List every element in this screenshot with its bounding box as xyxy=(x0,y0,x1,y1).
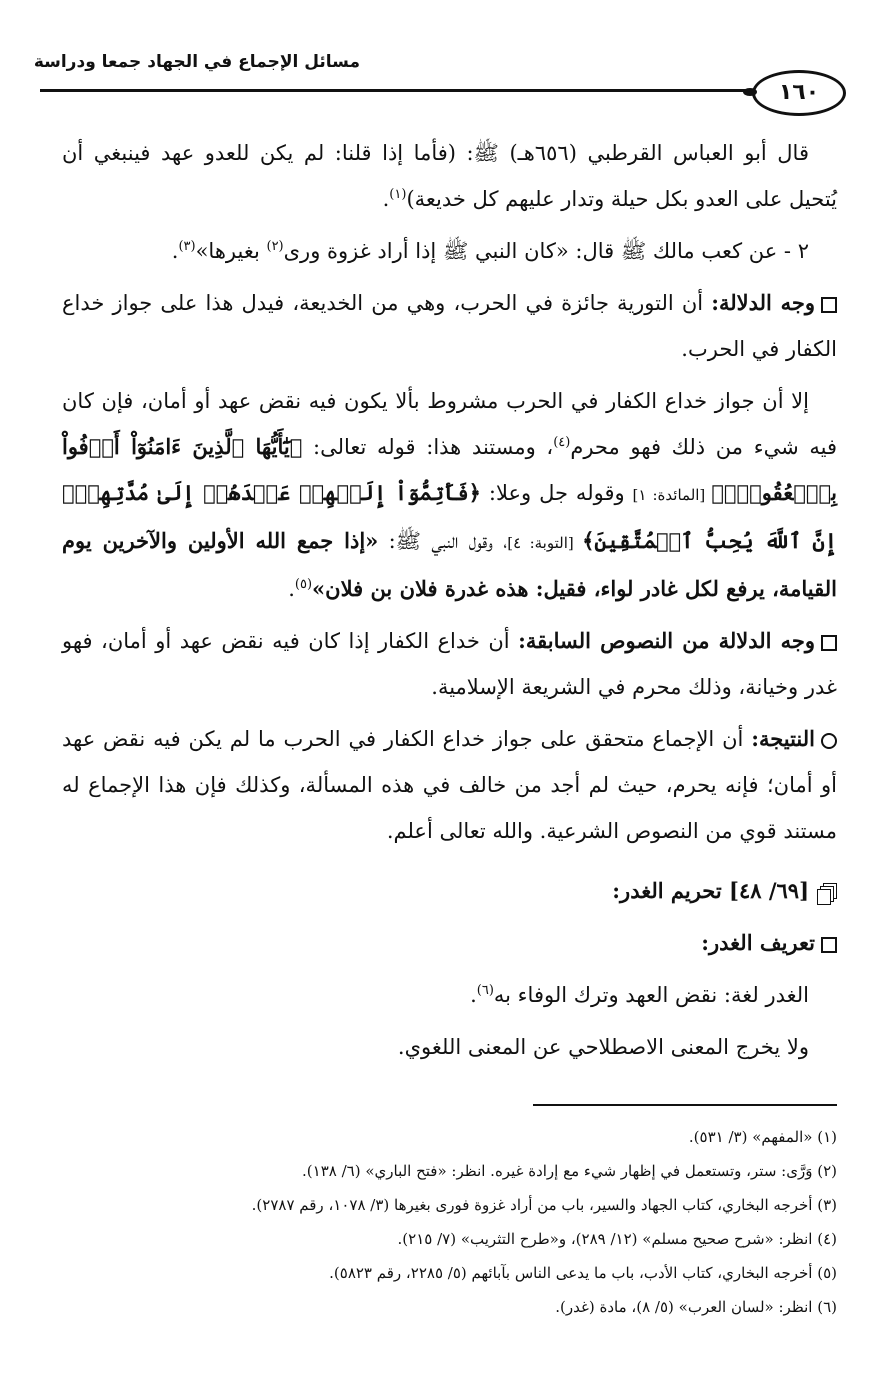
paragraph-text: أن خداع الكفار إذا كان فيه نقض عهد أو أمان، فهو غدر وخيانة، وذلك محرم في الشريعة الإسلامية. xyxy=(62,629,837,699)
paragraph-end: . xyxy=(382,187,390,211)
paragraph-definition-lexical xyxy=(62,972,837,1018)
paragraph-text: وقوله جل وعلا: xyxy=(480,481,633,505)
paragraph-text: الغدر لغة: نقض العهد وترك الوفاء به xyxy=(493,983,809,1007)
footnote-ref: (٢) xyxy=(266,239,284,254)
hadith-quote: «إذا جمع الله الأولين والآخرين يوم القيامة، يرفع لكل غادر لواء، فقيل: هذه غدرة فلان بن فلان» xyxy=(62,528,837,601)
verse-source: [التوبة: ٤] xyxy=(507,534,583,552)
footnote-5: (٥) أخرجه البخاري، كتاب الأدب، باب ما يدعى الناس بآبائهم (٥/ ٢٢٨٥، رقم ٥٨٢٣). xyxy=(329,1264,837,1282)
definition-heading-text: تعريف الغدر: xyxy=(701,930,815,955)
running-title: مسائل الإجماع في الجهاد جمعا ودراسة xyxy=(33,52,360,72)
footnote-4: (٤) انظر: «شرح صحيح مسلم» (١٢/ ٢٨٩)، و«طرح التثريب» (٧/ ٢١٥). xyxy=(397,1230,837,1248)
page-number-badge: ١٦٠ xyxy=(752,70,846,116)
footnote-ref: (٥) xyxy=(294,577,313,592)
paragraph-end: . xyxy=(288,577,295,601)
stacked-pages-icon xyxy=(819,883,837,903)
footnote-1: (١) «المفهم» (٣/ ٥٣١). xyxy=(688,1128,837,1146)
circle-bullet-icon xyxy=(821,733,837,749)
footnote-3: (٣) أخرجه البخاري، كتاب الجهاد والسير، باب من أراد غزوة فورى بغيرها (٣/ ١٠٧٨، رقم ٢٧٨٧). xyxy=(251,1196,837,1214)
paragraph-qurtubi-quote xyxy=(62,130,837,222)
paragraph-end: . xyxy=(171,239,179,263)
paragraph-text: قال أبو العباس القرطبي (٦٥٦هـ) ﷺ: (فأما إذا قلنا: لم يكن للعدو عهد فينبغي أن يُتحيل على العدو بكل حيلة وتدار عليهم كل خديعة) xyxy=(62,141,837,211)
paragraph-text: أن التورية جائزة في الحرب، xyxy=(453,291,712,315)
footnotes xyxy=(62,1120,837,1324)
issue-number: [٦٩/ ٤٨] xyxy=(729,878,809,903)
paragraph-text: إلا أن جواز خداع الكفار في الحرب مشروط بألا يكون فيه نقض عهد أو أمان، فإن كان فيه شيء من ذلك فهو محرم xyxy=(62,389,837,459)
paragraph-text: ولا يخرج المعنى الاصطلاحي عن المعنى اللغوي. xyxy=(397,1035,809,1059)
paragraph-definition-technical xyxy=(62,1024,837,1070)
footnote-ref: (٤) xyxy=(553,435,571,450)
header-rule xyxy=(40,89,758,92)
issue-heading xyxy=(62,868,837,914)
footnote-ref: (٣) xyxy=(178,239,196,254)
square-bullet-icon xyxy=(821,635,837,651)
footnote-ref: (٦) xyxy=(476,983,494,998)
paragraph-condition xyxy=(62,378,837,612)
definition-heading xyxy=(62,920,837,966)
evidence-label: وجه الدلالة: xyxy=(711,290,815,315)
paragraph-text: وهي من الخديعة، فيدل هذا على جواز خداع الكفار في الحرب. xyxy=(62,291,837,361)
paragraph-text: أن الإجماع متحقق على جواز خداع الكفار في الحرب ما لم يكن فيه نقض عهد أو أمان؛ فإنه يحرم، حيث لم أجد من خالف في هذه المسألة، وكذلك فإن هذا الإجماع له مستند قوي من النصوص الشرعية. والله تعالى أعلم. xyxy=(62,727,837,843)
quran-verse: ﴿فَأَتِمُّوٓاْ إِلَيۡهِمۡ عَهۡدَهُمۡ إِلَىٰ مُدَّتِهِمۡۚ إِنَّ ٱللَّهَ يُحِبُّ ٱلۡمُتَّقِينَ﴾ xyxy=(62,480,837,553)
footnote-ref: (١) xyxy=(389,187,407,202)
issue-title: تحريم الغدر: xyxy=(612,878,730,903)
paragraph-text: ، ومستند هذا: قوله تعالى: xyxy=(302,435,554,459)
paragraph-hadith-kab xyxy=(62,228,837,274)
result-label: النتيجة: xyxy=(751,726,815,751)
footnote-rule xyxy=(533,1104,837,1106)
paragraph-result xyxy=(62,716,837,854)
paragraph-text: ، وقول النبي ﷺ: xyxy=(378,529,508,553)
paragraph-evidence-1 xyxy=(62,280,837,372)
square-bullet-icon xyxy=(821,937,837,953)
paragraph-evidence-2 xyxy=(62,618,837,710)
footnote-6: (٦) انظر: «لسان العرب» (٥/ ٨)، مادة (غدر). xyxy=(555,1298,837,1316)
body-text xyxy=(62,130,837,1076)
verse-source: [المائدة: ١] xyxy=(632,486,712,504)
paragraph-text: بغيرها» xyxy=(195,239,267,263)
paragraph-text: ٢ - عن كعب مالك ﷺ قال: «كان النبي ﷺ إذا أراد غزوة ورى xyxy=(283,239,809,263)
footnote-2: (٢) وَرَّى: ستر، وتستعمل في إظهار شيء مع إرادة غيره. انظر: «فتح الباري» (٦/ ١٣٨). xyxy=(302,1162,837,1180)
paragraph-end: . xyxy=(470,983,477,1007)
square-bullet-icon xyxy=(821,297,837,313)
quran-verse: ﴿يَٰٓأَيُّهَا ٱلَّذِينَ ءَامَنُوٓاْ أَوۡفُواْ بِٱلۡعُقُودِۚ﴾ xyxy=(62,434,837,505)
evidence-label: وجه الدلالة من النصوص السابقة: xyxy=(518,628,815,653)
